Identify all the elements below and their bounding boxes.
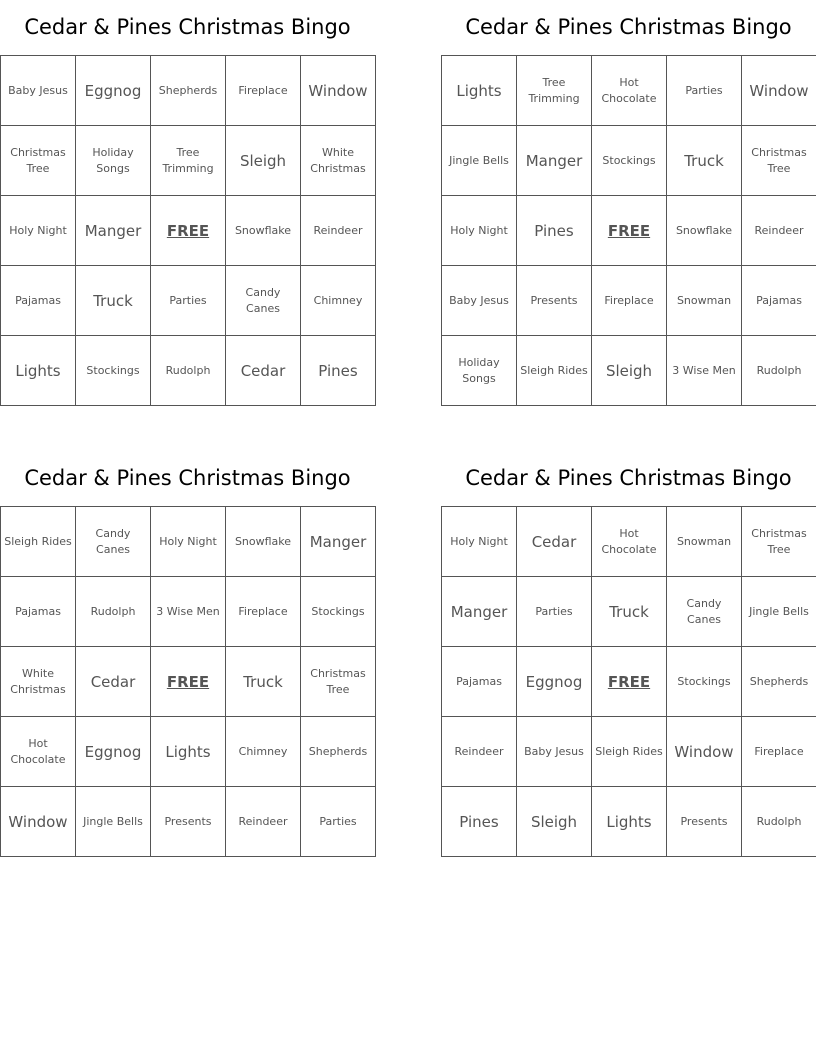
- bingo-cell: Cedar: [226, 336, 301, 406]
- bingo-cell: Holiday Songs: [76, 126, 151, 196]
- bingo-cell: Tree Trimming: [151, 126, 226, 196]
- bingo-cell: Cedar: [517, 507, 592, 577]
- bingo-cell: Pajamas: [442, 647, 517, 717]
- bingo-cell: Shepherds: [151, 56, 226, 126]
- bingo-cell: Truck: [76, 266, 151, 336]
- bingo-cell: Pajamas: [742, 266, 816, 336]
- bingo-grid: [0, 55, 376, 406]
- free-space: FREE: [151, 196, 226, 266]
- bingo-cell: Candy Canes: [226, 266, 301, 336]
- bingo-cell: Christmas Tree: [1, 126, 76, 196]
- bingo-cell: Pines: [301, 336, 376, 406]
- bingo-cell: Reindeer: [226, 787, 301, 857]
- bingo-cell: Chimney: [301, 266, 376, 336]
- bingo-cell: Truck: [592, 577, 667, 647]
- free-space: FREE: [592, 647, 667, 717]
- bingo-cell: Lights: [592, 787, 667, 857]
- bingo-cell: Truck: [667, 126, 742, 196]
- bingo-cell: Lights: [1, 336, 76, 406]
- card-title: Cedar & Pines Christmas Bingo: [465, 466, 792, 490]
- bingo-cell: Reindeer: [742, 196, 816, 266]
- bingo-cell: Baby Jesus: [1, 56, 76, 126]
- bingo-cell: Manger: [442, 577, 517, 647]
- bingo-cell: 3 Wise Men: [151, 577, 226, 647]
- bingo-cell: Chimney: [226, 717, 301, 787]
- bingo-cell: Pajamas: [1, 577, 76, 647]
- bingo-cell: Window: [667, 717, 742, 787]
- bingo-cell: Pajamas: [1, 266, 76, 336]
- bingo-cell: Sleigh: [592, 336, 667, 406]
- bingo-cell: Baby Jesus: [517, 717, 592, 787]
- bingo-cell: Eggnog: [76, 56, 151, 126]
- bingo-cell: Presents: [667, 787, 742, 857]
- bingo-cell: Sleigh Rides: [517, 336, 592, 406]
- bingo-cell: Eggnog: [76, 717, 151, 787]
- bingo-grid: [441, 506, 816, 857]
- free-space: FREE: [151, 647, 226, 717]
- bingo-cell: Manger: [76, 196, 151, 266]
- bingo-cell: Candy Canes: [76, 507, 151, 577]
- bingo-cell: Rudolph: [76, 577, 151, 647]
- bingo-cell: Presents: [517, 266, 592, 336]
- bingo-grid: [441, 55, 816, 406]
- bingo-cell: Manger: [517, 126, 592, 196]
- bingo-cell: Snowflake: [667, 196, 742, 266]
- bingo-cell: Stockings: [667, 647, 742, 717]
- bingo-cell: Fireplace: [592, 266, 667, 336]
- bingo-cell: Reindeer: [301, 196, 376, 266]
- bingo-cell: Pines: [517, 196, 592, 266]
- bingo-cell: Jingle Bells: [76, 787, 151, 857]
- bingo-cell: Stockings: [76, 336, 151, 406]
- bingo-cell: Jingle Bells: [742, 577, 816, 647]
- bingo-cell: Sleigh: [226, 126, 301, 196]
- bingo-cell: Baby Jesus: [442, 266, 517, 336]
- bingo-cell: Sleigh: [517, 787, 592, 857]
- bingo-cell: Cedar: [76, 647, 151, 717]
- bingo-cell: Parties: [151, 266, 226, 336]
- bingo-cell: Stockings: [301, 577, 376, 647]
- bingo-cell: Window: [1, 787, 76, 857]
- bingo-cell: Hot Chocolate: [592, 507, 667, 577]
- bingo-cell: Holiday Songs: [442, 336, 517, 406]
- bingo-cell: Snowman: [667, 507, 742, 577]
- bingo-cell: Fireplace: [226, 577, 301, 647]
- bingo-cell: Lights: [442, 56, 517, 126]
- bingo-cell: White Christmas: [301, 126, 376, 196]
- bingo-cell: Holy Night: [151, 507, 226, 577]
- bingo-cell: Parties: [667, 56, 742, 126]
- free-space: FREE: [592, 196, 667, 266]
- bingo-cell: Holy Night: [442, 196, 517, 266]
- bingo-cell: Pines: [442, 787, 517, 857]
- bingo-cell: Eggnog: [517, 647, 592, 717]
- bingo-cell: Fireplace: [742, 717, 816, 787]
- bingo-cell: Stockings: [592, 126, 667, 196]
- bingo-card-4: [441, 451, 816, 857]
- bingo-card-3: [0, 451, 375, 857]
- bingo-cell: Snowflake: [226, 507, 301, 577]
- card-title: Cedar & Pines Christmas Bingo: [24, 15, 351, 39]
- bingo-card-1: [0, 0, 375, 406]
- card-title: Cedar & Pines Christmas Bingo: [465, 15, 792, 39]
- bingo-cell: Rudolph: [742, 336, 816, 406]
- bingo-cell: Snowflake: [226, 196, 301, 266]
- bingo-cell: 3 Wise Men: [667, 336, 742, 406]
- bingo-cell: White Christmas: [1, 647, 76, 717]
- bingo-cell: Christmas Tree: [301, 647, 376, 717]
- bingo-cell: Hot Chocolate: [1, 717, 76, 787]
- bingo-cell: Shepherds: [301, 717, 376, 787]
- bingo-cell: Fireplace: [226, 56, 301, 126]
- bingo-cell: Holy Night: [1, 196, 76, 266]
- bingo-cell: Hot Chocolate: [592, 56, 667, 126]
- bingo-cell: Lights: [151, 717, 226, 787]
- bingo-cell: Presents: [151, 787, 226, 857]
- bingo-cell: Rudolph: [742, 787, 816, 857]
- bingo-cell: Tree Trimming: [517, 56, 592, 126]
- bingo-cell: Window: [742, 56, 816, 126]
- bingo-cell: Parties: [517, 577, 592, 647]
- bingo-cell: Candy Canes: [667, 577, 742, 647]
- bingo-cell: Rudolph: [151, 336, 226, 406]
- bingo-card-2: [441, 0, 816, 406]
- bingo-cell: Sleigh Rides: [592, 717, 667, 787]
- bingo-cell: Manger: [301, 507, 376, 577]
- bingo-cell: Jingle Bells: [442, 126, 517, 196]
- bingo-cell: Parties: [301, 787, 376, 857]
- bingo-cell: Truck: [226, 647, 301, 717]
- bingo-grid: [0, 506, 376, 857]
- bingo-cell: Christmas Tree: [742, 126, 816, 196]
- bingo-cell: Christmas Tree: [742, 507, 816, 577]
- bingo-cell: Window: [301, 56, 376, 126]
- card-title: Cedar & Pines Christmas Bingo: [24, 466, 351, 490]
- bingo-cell: Shepherds: [742, 647, 816, 717]
- bingo-cell: Snowman: [667, 266, 742, 336]
- bingo-cell: Sleigh Rides: [1, 507, 76, 577]
- bingo-cell: Reindeer: [442, 717, 517, 787]
- bingo-cell: Holy Night: [442, 507, 517, 577]
